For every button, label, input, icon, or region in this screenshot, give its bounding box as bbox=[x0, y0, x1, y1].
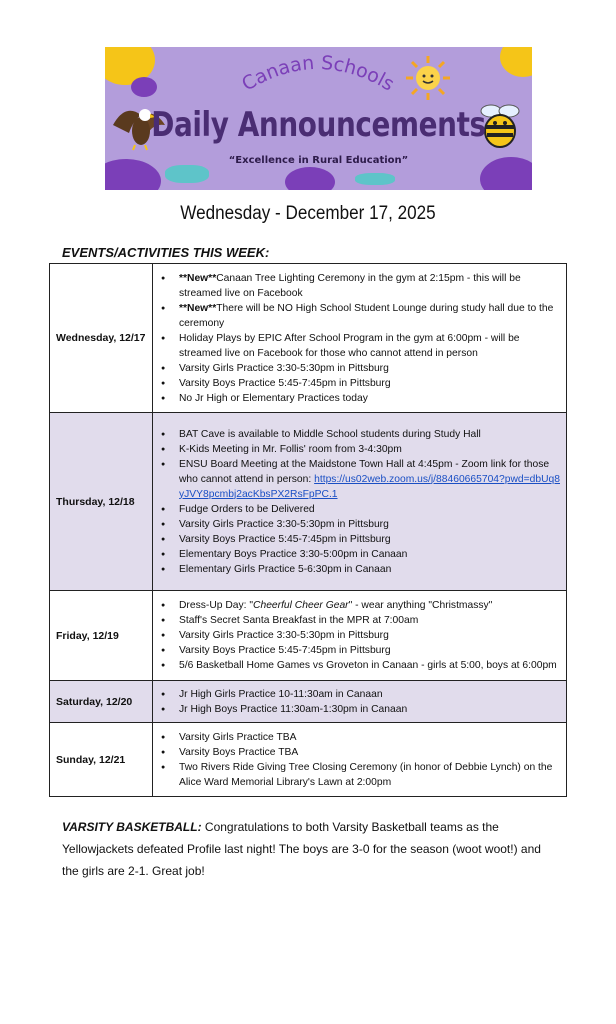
item-text: Varsity Girls Practice 3:30-5:30pm in Pittsburg bbox=[179, 630, 389, 641]
list-item bbox=[179, 442, 562, 457]
event-list bbox=[153, 594, 566, 677]
list-item bbox=[179, 658, 562, 673]
item-text: BAT Cave is available to Middle School students during Study Hall bbox=[179, 428, 481, 440]
list-item bbox=[179, 376, 562, 391]
day-cell: Wednesday, 12/17 bbox=[50, 264, 153, 413]
item-text: Canaan Tree Lighting Ceremony in the gym at 2:15pm - this will be streamed live on Facebook bbox=[179, 272, 521, 299]
list-item bbox=[179, 502, 562, 517]
item-text: Jr High Boys Practice 11:30am-1:30pm in Canaan bbox=[179, 703, 408, 715]
events-table bbox=[49, 263, 567, 797]
events-cell bbox=[153, 681, 567, 723]
item-text: K-Kids Meeting in Mr. Follis' room from 3-4:30pm bbox=[179, 443, 402, 455]
item-emphasis: Cheerful Cheer Gear bbox=[253, 600, 349, 611]
events-cell bbox=[153, 264, 567, 413]
day-cell: Sunday, 12/21 bbox=[50, 723, 153, 797]
list-item bbox=[179, 745, 562, 760]
list-item bbox=[179, 301, 562, 331]
list-item bbox=[179, 687, 562, 702]
list-item bbox=[179, 391, 562, 406]
item-text: Varsity Girls Practice 3:30-5:30pm in Pittsburg bbox=[179, 518, 389, 530]
item-text: Varsity Boys Practice TBA bbox=[179, 746, 299, 758]
item-text: Two Rivers Ride Giving Tree Closing Ceremony (in honor of Debbie Lynch) on the Alice Ward Memorial Library's Lawn at 2:00pm bbox=[179, 761, 553, 788]
list-item bbox=[179, 532, 562, 547]
banner-tagline: “Excellence in Rural Education” bbox=[228, 155, 409, 166]
table-row bbox=[50, 681, 567, 723]
item-text-pre: Dress-Up Day: " bbox=[179, 600, 254, 611]
event-list bbox=[153, 423, 566, 581]
item-text: Varsity Girls Practice 3:30-5:30pm in Pittsburg bbox=[179, 362, 389, 374]
list-item bbox=[179, 730, 562, 745]
event-list bbox=[153, 683, 566, 721]
item-text: Holiday Plays by EPIC After School Program in the gym at 6:00pm - will be streamed live on Facebook for those who cannot attend in person bbox=[179, 332, 520, 359]
list-item bbox=[179, 361, 562, 376]
list-item bbox=[179, 643, 562, 658]
list-item bbox=[179, 628, 562, 643]
section-heading: EVENTS/ACTIVITIES THIS WEEK: bbox=[62, 245, 270, 260]
new-badge: **New** bbox=[179, 302, 217, 314]
svg-text:Canaan Schools: Canaan Schools bbox=[238, 51, 398, 96]
table-row bbox=[50, 264, 567, 413]
new-badge: **New** bbox=[179, 272, 217, 284]
day-cell: Thursday, 12/18 bbox=[50, 413, 153, 591]
announcement-banner bbox=[105, 47, 532, 190]
item-text: Varsity Boys Practice 5:45-7:45pm in Pittsburg bbox=[179, 533, 391, 545]
item-text: Jr High Girls Practice 10-11:30am in Canaan bbox=[179, 688, 383, 700]
event-list bbox=[153, 726, 566, 794]
list-item bbox=[179, 457, 562, 502]
sun-icon bbox=[405, 55, 451, 101]
events-table-body bbox=[50, 264, 567, 797]
item-text: Staff's Secret Santa Breakfast in the MPR at 7:00am bbox=[179, 615, 419, 626]
item-text: There will be NO High School Student Lounge during study hall due to the ceremony bbox=[179, 302, 554, 329]
list-item bbox=[179, 702, 562, 717]
item-text: Varsity Boys Practice 5:45-7:45pm in Pittsburg bbox=[179, 377, 391, 389]
day-cell: Friday, 12/19 bbox=[50, 591, 153, 681]
table-row bbox=[50, 723, 567, 797]
day-cell: Saturday, 12/20 bbox=[50, 681, 153, 723]
list-item bbox=[179, 547, 562, 562]
list-item bbox=[179, 427, 562, 442]
item-text: " - wear anything "Christmassy" bbox=[348, 600, 493, 611]
list-item bbox=[179, 517, 562, 532]
zoom-link[interactable]: https://us02web.zoom.us/j/88460665704?pwd=dbUq8yJVY8pcmbj2acKbsPX2RsFpPC.1 bbox=[179, 473, 560, 500]
event-list bbox=[153, 267, 566, 410]
events-cell bbox=[153, 413, 567, 591]
varsity-text: Congratulations to both Varsity Basketball teams as the Yellowjackets defeated Profile last night! The boys are 3-0 for the season (woot woot!) and the girls are 2-1. Great job! bbox=[62, 820, 541, 878]
list-item bbox=[179, 331, 562, 361]
school-name-arc bbox=[105, 49, 532, 109]
teal-paint-stroke bbox=[355, 173, 395, 185]
table-row bbox=[50, 591, 567, 681]
table-row bbox=[50, 413, 567, 591]
list-item bbox=[179, 562, 562, 577]
list-item bbox=[179, 760, 562, 790]
purple-paint-splat bbox=[285, 167, 335, 190]
item-text: No Jr High or Elementary Practices today bbox=[179, 392, 368, 404]
item-text: ENSU Board Meeting at the Maidstone Town Hall at 4:45pm - Zoom link for those who cannot attend in person: bbox=[179, 458, 550, 485]
item-text: Varsity Boys Practice 5:45-7:45pm in Pittsburg bbox=[179, 645, 391, 656]
list-item bbox=[179, 598, 562, 613]
item-text: Elementary Girls Practice 5-6:30pm in Canaan bbox=[179, 563, 392, 575]
item-text: Fudge Orders to be Delivered bbox=[179, 503, 315, 515]
page-title: Wednesday - December 17, 2025 bbox=[180, 203, 436, 224]
varsity-lead: VARSITY BASKETBALL: bbox=[62, 820, 202, 834]
item-text: Varsity Girls Practice TBA bbox=[179, 731, 297, 743]
list-item bbox=[179, 613, 562, 628]
events-cell bbox=[153, 723, 567, 797]
teal-paint-stroke bbox=[165, 165, 209, 183]
list-item bbox=[179, 271, 562, 301]
events-cell bbox=[153, 591, 567, 681]
item-text: 5/6 Basketball Home Games vs Groveton in Canaan - girls at 5:00, boys at 6:00pm bbox=[179, 660, 557, 671]
banner-title: Daily Announcements bbox=[151, 105, 486, 145]
varsity-basketball-paragraph bbox=[62, 816, 556, 882]
item-text: Elementary Boys Practice 3:30-5:00pm in Canaan bbox=[179, 548, 408, 560]
